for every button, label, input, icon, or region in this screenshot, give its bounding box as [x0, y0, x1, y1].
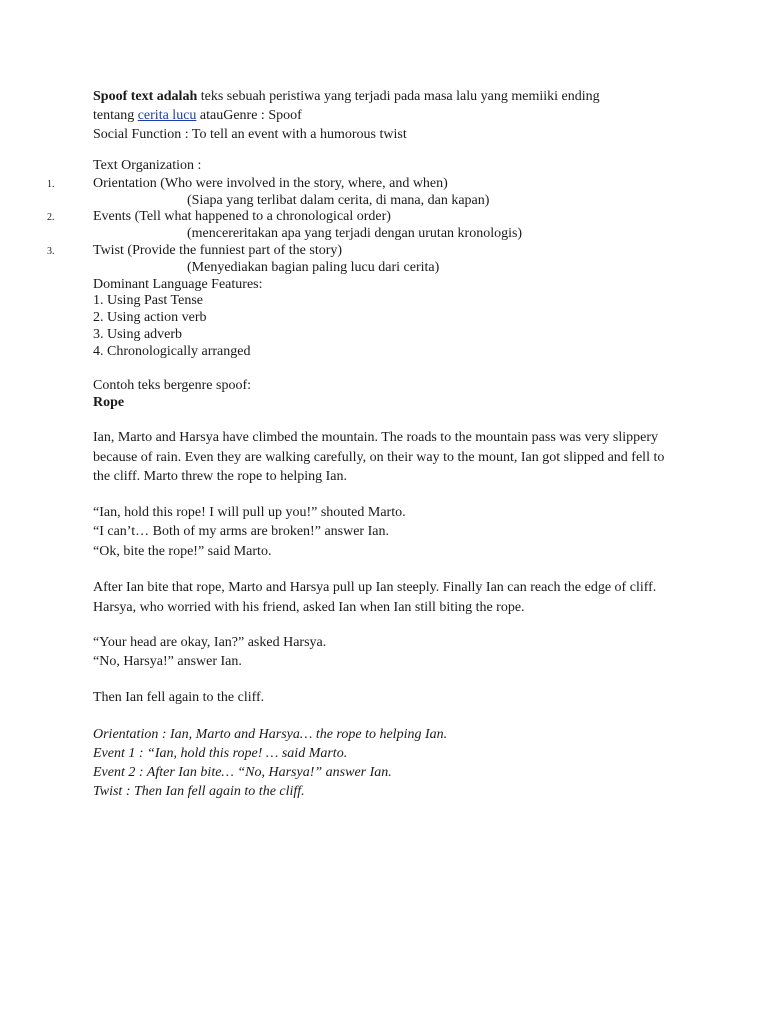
org-item-1-number: 1. — [47, 179, 55, 190]
dialog-line: “Your head are okay, Ian?” asked Harsya. — [93, 635, 327, 650]
org-item-1-en: Orientation (Who were involved in the story, where, and when) — [93, 176, 448, 191]
org-item-1-id: (Siapa yang terlibat dalam cerita, di mana, dan kapan) — [187, 193, 490, 208]
feature-item: 2. Using action verb — [93, 310, 207, 325]
intro-text-1: teks sebuah peristiwa yang terjadi pada masa lalu yang memiiki ending — [197, 89, 600, 104]
intro-line-1 — [93, 88, 600, 105]
org-item-3-en: Twist (Provide the funniest part of the story) — [93, 243, 343, 258]
org-item-2-number: 2. — [47, 212, 55, 223]
dialog-line: “Ian, hold this rope! I will pull up you!” shouted Marto. — [93, 505, 406, 520]
org-item-2-id: (mencereritakan apa yang terjadi dengan urutan kronologis) — [187, 226, 523, 241]
feature-item: 3. Using adverb — [93, 327, 183, 342]
intro-line-2 — [93, 107, 302, 124]
features-heading: Dominant Language Features: — [93, 277, 263, 292]
dialog-line: “I can’t… Both of my arms are broken!” answer Ian. — [93, 524, 389, 539]
dialog-line: “No, Harsya!” answer Ian. — [93, 654, 242, 669]
org-item-3-number: 3. — [47, 246, 55, 257]
organization-heading: Text Organization : — [93, 158, 202, 173]
analysis-twist: Twist : Then Ian fell again to the cliff. — [93, 784, 305, 799]
cerita-lucu-link[interactable]: cerita lucu — [137, 108, 197, 123]
story-paragraph-1: Ian, Marto and Harsya have climbed the mountain. The roads to the mountain pass was very slippery because of rain. Even they are walking carefully, on their way to the mount, Ian got slipped and fell to the cliff. Marto threw the rope to helping Ian. — [93, 430, 665, 484]
intro-text-2b: atauGenre : Spoof — [196, 108, 302, 123]
analysis-orientation: Orientation : Ian, Marto and Harsya… the rope to helping Ian. — [93, 727, 448, 742]
feature-item: 1. Using Past Tense — [93, 293, 203, 308]
story-paragraph-3: Then Ian fell again to the cliff. — [93, 690, 265, 705]
social-function: Social Function : To tell an event with a humorous twist — [93, 127, 407, 142]
dialog-line: “Ok, bite the rope!” said Marto. — [93, 544, 272, 559]
example-label: Contoh teks bergenre spoof: — [93, 378, 251, 393]
org-item-3-id: (Menyediakan bagian paling lucu dari cerita) — [187, 260, 440, 275]
intro-text-2a: tentang — [93, 108, 138, 123]
analysis-event-2: Event 2 : After Ian bite… “No, Harsya!” answer Ian. — [93, 765, 392, 780]
analysis-event-1: Event 1 : “Ian, hold this rope! … said Marto. — [93, 746, 348, 761]
feature-item: 4. Chronologically arranged — [93, 344, 251, 359]
example-title: Rope — [93, 395, 125, 410]
org-item-2-en: Events (Tell what happened to a chronological order) — [93, 209, 391, 224]
intro-term: Spoof text adalah — [93, 89, 198, 104]
story-paragraph-2: After Ian bite that rope, Marto and Harsya pull up Ian steeply. Finally Ian can reach the edge of cliff. Harsya, who worried with his friend, asked Ian when Ian still biting the rope. — [93, 580, 657, 615]
